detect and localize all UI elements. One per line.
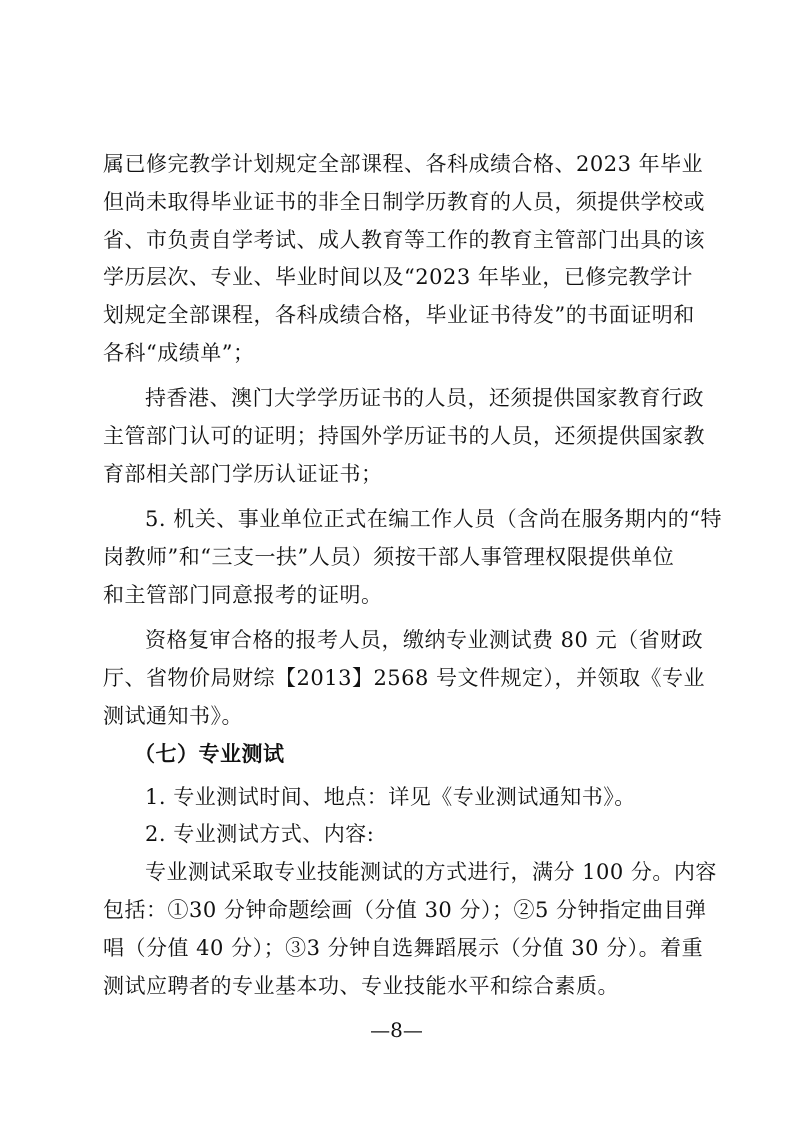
body-text-line: 测试应聘者的专业基本功、专业技能水平和综合素质。 xyxy=(103,974,619,998)
body-text-line: 资格复审合格的报考人员，缴纳专业测试费 80 元（省财政 xyxy=(145,628,704,652)
body-text-line: 1. 专业测试时间、地点：详见《专业测试通知书》。 xyxy=(145,785,636,809)
body-text-line: 5. 机关、事业单位正式在编工作人员（含尚在服务期内的“特 xyxy=(145,507,722,531)
body-text-line: 学历层次、专业、毕业时间以及“2023 年毕业，已修完教学计 xyxy=(103,265,693,289)
body-text-line: 主管部门认可的证明；持国外学历证书的人员，还须提供国家教 xyxy=(103,424,705,448)
body-text-line: 专业测试采取专业技能测试的方式进行，满分 100 分。内容 xyxy=(145,860,717,884)
body-text-line: 持香港、澳门大学学历证书的人员，还须提供国家教育行政 xyxy=(145,386,704,410)
body-text-line: 唱（分值 40 分）；③3 分钟自选舞蹈展示（分值 30 分）。着重 xyxy=(103,936,704,960)
page-number: —8— xyxy=(370,1018,423,1042)
body-text-line: 各科“成绩单”； xyxy=(103,341,255,365)
body-text-line: 2. 专业测试方式、内容: xyxy=(145,822,375,846)
body-text-line: 但尚未取得毕业证书的非全日制学历教育的人员，须提供学校或 xyxy=(103,190,705,214)
body-text-line: 岗教师”和“三支一扶”人员）须按干部人事管理权限提供单位 xyxy=(103,545,675,569)
body-text-line: 包括：①30 分钟命题绘画（分值 30 分）；②5 分钟指定曲目弹 xyxy=(103,898,707,922)
body-text-line: 划规定全部课程，各科成绩合格，毕业证书待发”的书面证明和 xyxy=(103,303,695,327)
body-text-line: 属已修完教学计划规定全部课程、各科成绩合格、2023 年毕业 xyxy=(103,152,704,176)
body-text-line: 育部相关部门学历认证证书； xyxy=(103,462,383,486)
body-text-line: 测试通知书》。 xyxy=(103,704,243,728)
section-heading: （七）专业测试 xyxy=(134,742,285,766)
body-text-line: 厅、省物价局财综【2013】2568 号文件规定），并领取《专业 xyxy=(103,666,706,690)
body-text-line: 和主管部门同意报考的证明。 xyxy=(103,583,383,607)
body-text-line: 省、市负责自学考试、成人教育等工作的教育主管部门出具的该 xyxy=(103,228,705,252)
